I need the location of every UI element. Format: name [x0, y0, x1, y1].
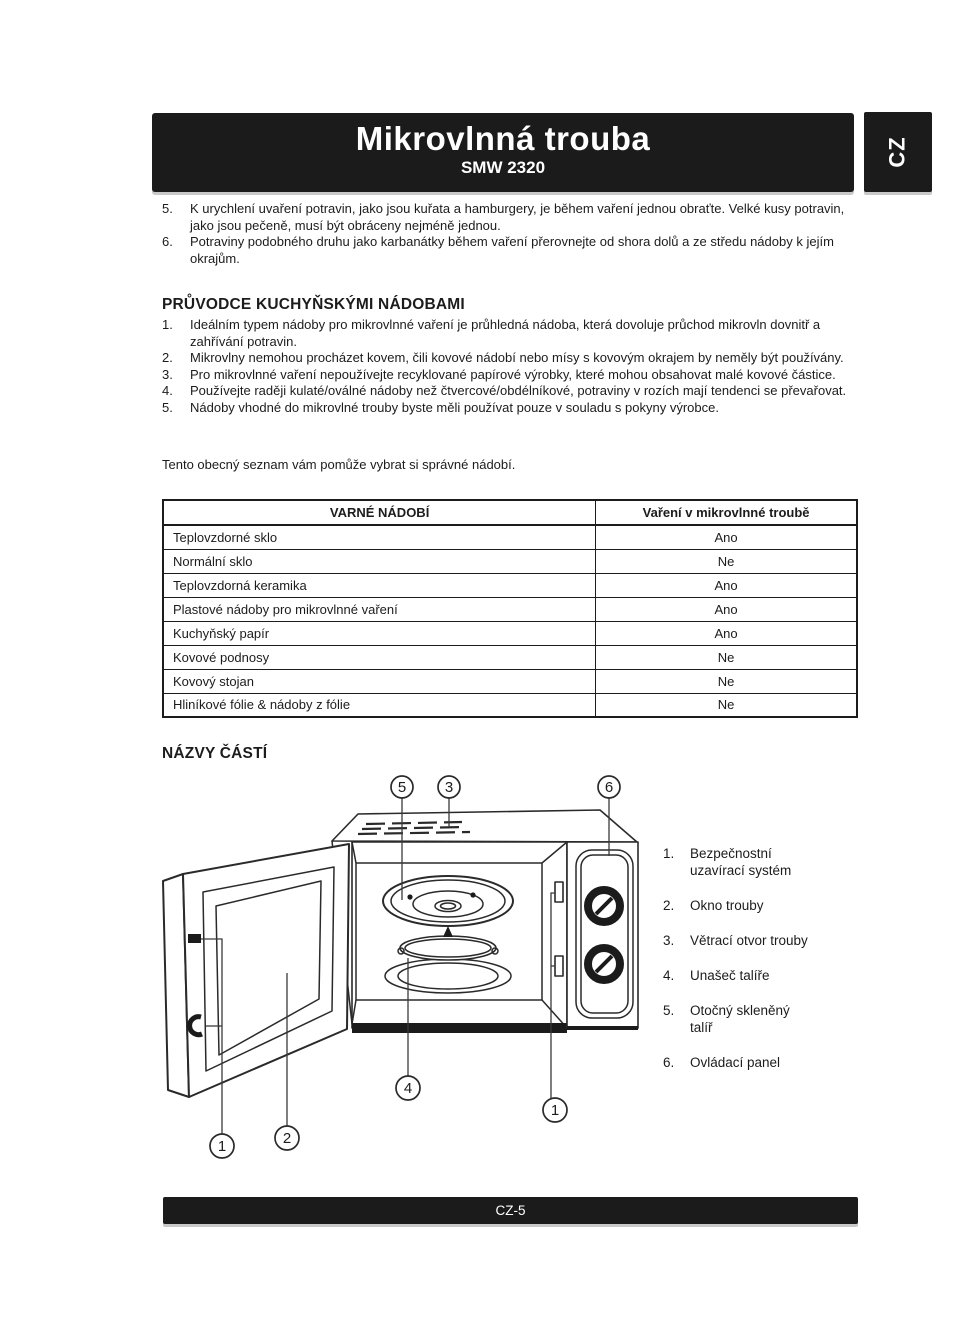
- cookware-table: [162, 499, 858, 718]
- list-item-number: 4.: [162, 383, 173, 399]
- list-item-text: K urychlení uvaření potravin, jako jsou kuřata a hamburgery, je během vaření jednou obraťte. Velké kusy potravin, jako jsou pečeně, musí být obráceny nejméně jednou.: [190, 201, 845, 233]
- parts-legend: [663, 845, 853, 1089]
- table-row: [163, 549, 857, 573]
- legend-item-number: 4.: [663, 968, 675, 983]
- callout-control-panel: [598, 776, 620, 798]
- table-cell-answer: Ano: [596, 573, 857, 597]
- control-panel: [567, 842, 638, 1028]
- cookware-table-wrap: [162, 499, 858, 718]
- table-cell-answer: Ne: [596, 669, 857, 693]
- callout-number: 3: [444, 779, 454, 796]
- model-number: SMW 2320: [460, 158, 546, 177]
- callout-number: 1: [550, 1102, 560, 1119]
- table-row: [163, 597, 857, 621]
- door-latch-upper: [188, 934, 201, 943]
- table-cell-item: Normální sklo: [163, 549, 596, 573]
- list-item-text: Nádoby vhodné do mikrovlné trouby byste měli používat pouze v souladu s pokyny výrobce.: [190, 399, 719, 415]
- legend-label-line: Okno trouby: [690, 898, 764, 913]
- guide-list: [162, 317, 860, 417]
- table-cell-item: Teplovzdorná keramika: [163, 573, 596, 597]
- legend-item: [663, 932, 853, 949]
- table-cell-item: Teplovzdorné sklo: [163, 525, 596, 549]
- table-cell-item: Hliníkové fólie & nádoby z fólie: [163, 693, 596, 717]
- legend-label-line: Unašeč talíře: [690, 968, 770, 983]
- legend-item-label: [690, 1002, 790, 1036]
- legend-label-line: talíř: [690, 1020, 713, 1035]
- intro-list: [162, 201, 860, 267]
- list-item-number: 1.: [162, 317, 173, 332]
- callout-door-lock: [210, 1134, 234, 1158]
- legend-item: [663, 967, 853, 984]
- legend-item: [663, 1054, 853, 1071]
- callout-latch-right: [543, 1098, 567, 1122]
- list-item-text: Ideálním typem nádoby pro mikrovlnné vaření je průhledná nádoba, která dovoluje průchod mikrovln dovnitř a zahřívání potravin.: [190, 317, 821, 349]
- oven-base: [352, 1023, 567, 1033]
- table-header-microwave: Vaření v mikrovlnné troubě: [596, 500, 857, 525]
- table-row: [163, 621, 857, 645]
- callout-turntable: [391, 776, 413, 798]
- legend-item-label: [690, 967, 770, 984]
- cookware-guide-section: [162, 295, 860, 417]
- legend-label-line: Bezpečnostní: [690, 846, 772, 861]
- table-cell-answer: Ano: [596, 525, 857, 549]
- table-header-row: [163, 500, 857, 525]
- language-tab: [864, 112, 932, 192]
- table-cell-item: Kovové podnosy: [163, 645, 596, 669]
- list-item: [162, 201, 860, 234]
- table-cell-answer: Ano: [596, 597, 857, 621]
- table-cell-answer: Ano: [596, 621, 857, 645]
- table-row: [163, 645, 857, 669]
- cookware-note: Tento obecný seznam vám pomůže vybrat si správné nádobí.: [162, 457, 516, 472]
- list-item-number: 6.: [162, 234, 173, 250]
- list-item-number: 2.: [162, 350, 173, 366]
- table-cell-item: Kuchyňský papír: [163, 621, 596, 645]
- list-item-text: Potraviny podobného druhu jako karbanátky během vaření přerovnejte od shora dolů a ze středu nádoby k jejím okrajům.: [190, 234, 834, 266]
- list-item-text: Mikrovlny nemohou procházet kovem, čili kovové nádobí nebo mísy s kovovým okrajem by neměly být používány.: [190, 350, 844, 366]
- legend-item-number: 6.: [663, 1055, 675, 1070]
- section-heading: PRŮVODCE KUCHYŇSKÝMI NÁDOBAMI: [162, 296, 465, 313]
- microwave-diagram: [150, 740, 650, 1160]
- legend-item-number: 3.: [663, 933, 675, 948]
- callout-roller-ring: [396, 1076, 420, 1100]
- list-item-text: Používejte raději kulaté/oválné nádoby než čtvercové/obdélníkové, potraviny v rozích mají tendenci se převařovat.: [190, 383, 847, 399]
- list-item-number: 5.: [162, 201, 173, 216]
- list-item: [162, 317, 860, 350]
- list-item: [162, 400, 860, 417]
- oven-door: [163, 844, 349, 1097]
- list-item: [162, 367, 860, 384]
- list-item: [162, 383, 860, 400]
- legend-item: [663, 845, 853, 879]
- list-item-number: 3.: [162, 366, 173, 382]
- table-cell-item: Kovový stojan: [163, 669, 596, 693]
- table-header-cookware: VARNÉ NÁDOBÍ: [163, 500, 596, 525]
- legend-item: [663, 897, 853, 914]
- legend-label-line: Ovládací panel: [690, 1055, 781, 1070]
- legend-item: [663, 1002, 853, 1036]
- list-item-number: 5.: [162, 399, 173, 415]
- legend-item-number: 5.: [663, 1003, 675, 1018]
- list-item: [162, 350, 860, 367]
- callout-vent: [438, 776, 460, 798]
- callout-number: 2: [282, 1130, 292, 1147]
- legend-label-line: Otočný skleněný: [690, 1003, 790, 1018]
- legend-label-line: uzavírací systém: [690, 863, 792, 878]
- table-row: [163, 693, 857, 717]
- legend-item-label: [690, 897, 764, 914]
- list-item: [162, 234, 860, 267]
- legend-label-line: Větrací otvor trouby: [690, 933, 808, 948]
- table-cell-answer: Ne: [596, 693, 857, 717]
- table-row: [163, 525, 857, 549]
- table-cell-answer: Ne: [596, 645, 857, 669]
- oven-top-face: [332, 810, 637, 842]
- callout-number: 5: [397, 779, 407, 796]
- table-cell-answer: Ne: [596, 549, 857, 573]
- callout-number: 1: [217, 1138, 227, 1155]
- header-bar: [152, 113, 854, 192]
- table-row: [163, 669, 857, 693]
- callout-number: 4: [403, 1080, 413, 1097]
- list-item-text: Pro mikrovlnné vaření nepoužívejte recyklované papírové výrobky, které mohou obsahovat malé kovové částice.: [190, 366, 836, 382]
- page-title: Mikrovlnná trouba: [355, 120, 651, 157]
- footer-bar: [163, 1197, 858, 1224]
- legend-item-label: [690, 845, 791, 879]
- callout-window: [275, 1126, 299, 1150]
- legend-item-number: 1.: [663, 846, 675, 861]
- legend-item-label: [690, 932, 808, 949]
- parts-section-heading: NÁZVY ČÁSTÍ: [162, 745, 268, 762]
- language-tab-label: CZ: [884, 136, 910, 168]
- legend-item-label: [690, 1054, 780, 1071]
- callout-number: 6: [604, 779, 614, 796]
- table-row: [163, 573, 857, 597]
- page-number: CZ-5: [495, 1203, 526, 1218]
- table-cell-item: Plastové nádoby pro mikrovlnné vaření: [163, 597, 596, 621]
- legend-item-number: 2.: [663, 898, 675, 913]
